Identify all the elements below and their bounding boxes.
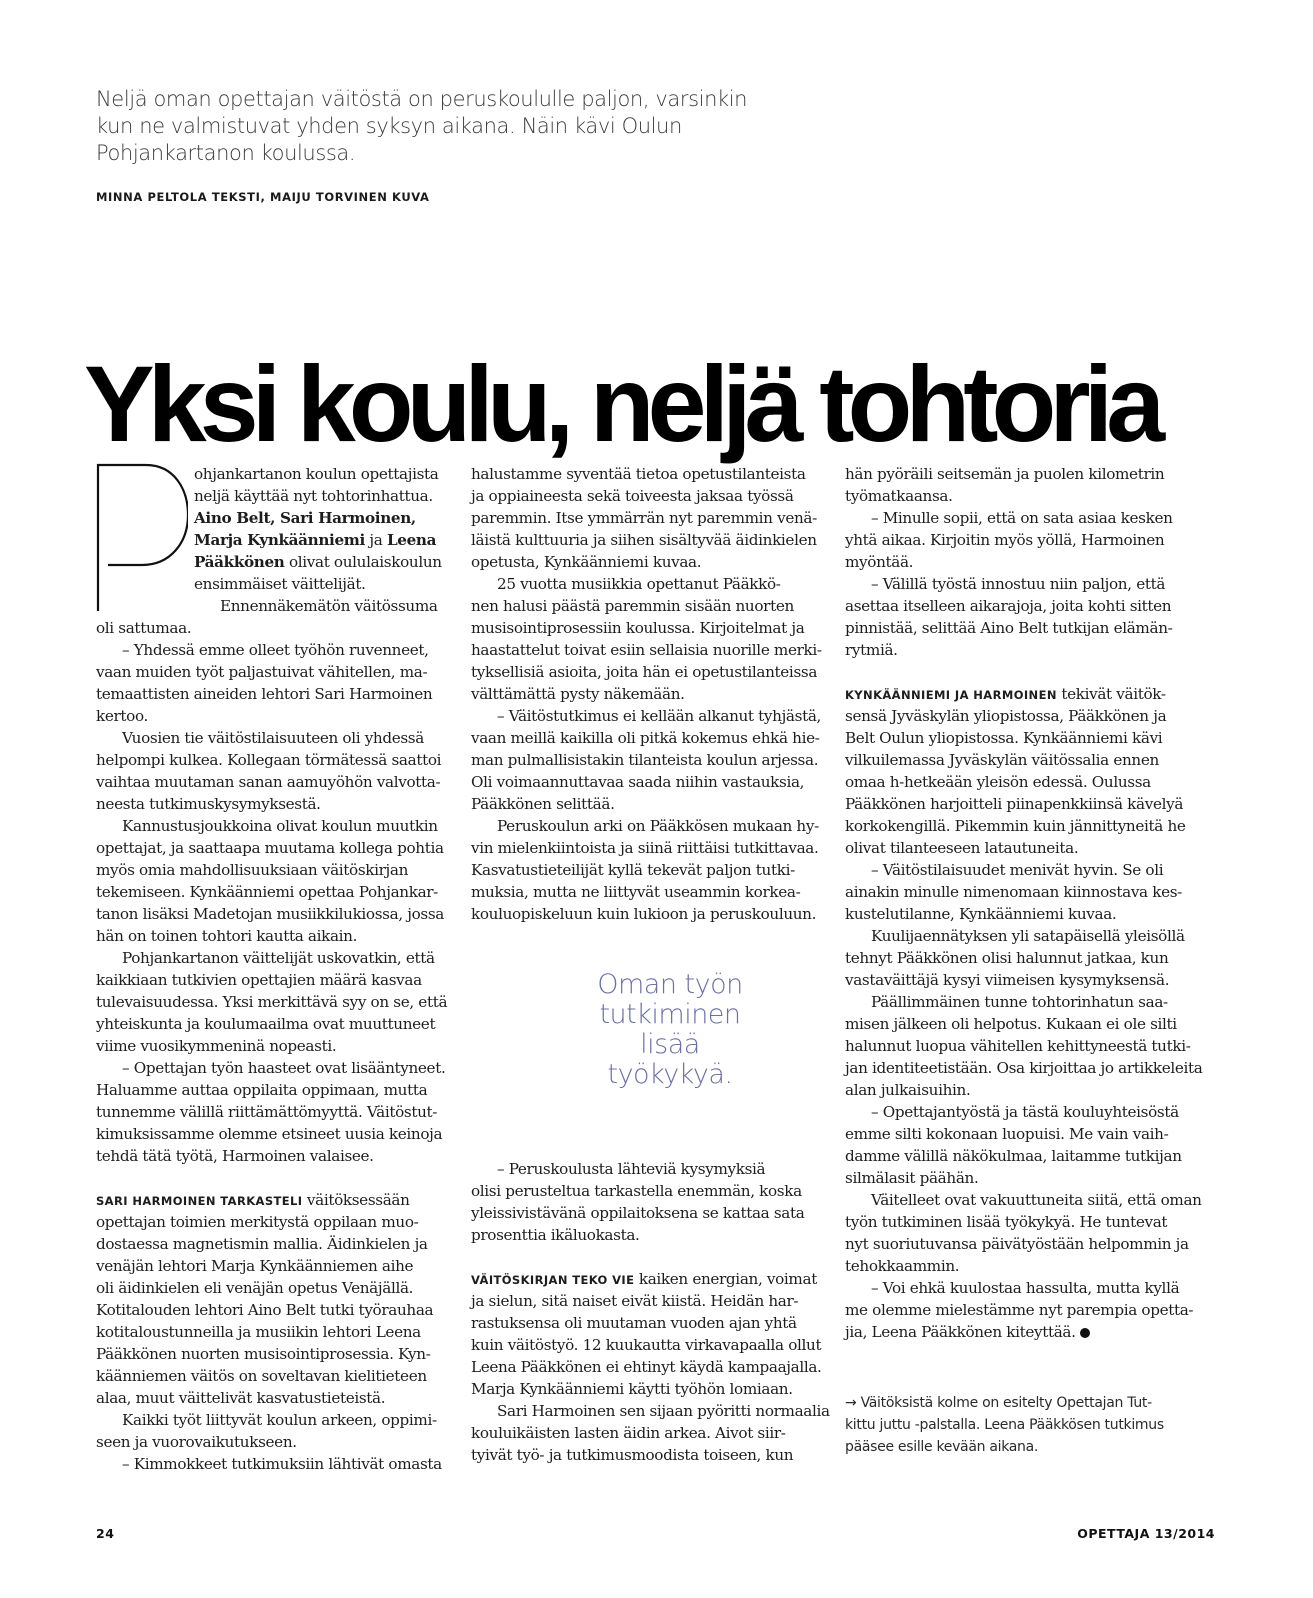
text-span: työn tutkiminen lisää työkykyä. He tuntevat: [845, 1213, 1168, 1231]
text-line: [220, 595, 438, 617]
text-span: damme välillä näkökulmaa, laitamme tutkijan: [845, 1147, 1182, 1165]
text-span: alan julkaisuihin.: [845, 1081, 971, 1099]
text-line: [471, 485, 794, 507]
text-line: [845, 837, 1078, 859]
text-span: paremmin. Itse ymmärrän nyt paremmin venä-: [471, 509, 817, 527]
text-span: silmälasit päähän.: [845, 1169, 979, 1187]
text-span: musisointiprosessiin koulussa. Kirjoitelmat ja: [471, 619, 805, 637]
text-span: väitöksessään: [302, 1191, 410, 1209]
text-span: – Opettajan työn haasteet ovat lisääntyneet.: [122, 1059, 446, 1077]
text-span: halustamme syventää tietoa opetustilanteista: [471, 465, 806, 483]
text-line: [96, 991, 447, 1013]
text-span: Kasvatustieteilijät kyllä tekevät paljon tutki-: [471, 861, 795, 879]
text-line: [96, 1299, 433, 1321]
text-line: [194, 551, 442, 573]
pull-quote-line: tutkiminen: [599, 999, 741, 1030]
text-span: kimuksissamme olemme etsineet uusia keinoja: [96, 1125, 443, 1143]
text-line: [845, 617, 1172, 639]
text-line: [471, 551, 701, 573]
text-line: [96, 903, 444, 925]
text-line: [194, 573, 366, 595]
text-line: [96, 1321, 421, 1343]
lead-line: Neljä oman opettajan väitöstä on peruskoululle paljon, varsinkin: [96, 87, 748, 111]
text-span: – Väitöstilaisuudet menivät hyvin. Se oli: [871, 861, 1164, 879]
text-line: [845, 771, 1151, 793]
text-span: man pulmallisistakin tilanteista koulun arjessa.: [471, 751, 819, 769]
text-span: kaiken energian, voimat: [634, 1270, 817, 1288]
text-span: Aino Belt, Sari Harmoinen,: [194, 509, 416, 527]
text-span: – Välillä työstä innostuu niin paljon, että: [871, 575, 1166, 593]
related-note: [845, 1392, 1215, 1458]
text-span: myöntää.: [845, 553, 914, 571]
text-span: hän on toinen tohtori kautta aikain.: [96, 927, 358, 945]
text-span: – Peruskoulusta lähteviä kysymyksiä: [497, 1160, 766, 1178]
text-line: [471, 859, 795, 881]
text-span: 25 vuotta musiikkia opettanut Pääkkö-: [497, 575, 781, 593]
text-line: [471, 529, 817, 551]
text-line: [845, 969, 1169, 991]
text-span: – Yhdessä emme olleet työhön ruvenneet,: [122, 641, 429, 659]
text-span: – Minulle sopii, että on sata asiaa kesken: [871, 509, 1173, 527]
text-line: [96, 749, 441, 771]
text-span: kouluopiskeluun kuin lukioon ja peruskouluun.: [471, 905, 817, 923]
text-line: [871, 925, 1185, 947]
text-line: [845, 1211, 1167, 1233]
text-line: [122, 639, 429, 661]
text-line: [871, 991, 1168, 1013]
text-line: [845, 551, 913, 573]
text-line: [497, 1400, 830, 1422]
text-line: [471, 1356, 822, 1378]
byline: MINNA PELTOLA TEKSTI, MAIJU TORVINEN KUVA: [96, 190, 430, 204]
lead-line: Pohjankartanon koulussa.: [96, 141, 356, 165]
text-span: misen jälkeen oli helpotus. Kukaan ei ole silti: [845, 1015, 1177, 1033]
text-line: [471, 1444, 793, 1466]
name-bold: Pääkkönen: [194, 553, 285, 571]
text-line: [471, 595, 794, 617]
text-line: [122, 815, 438, 837]
pull-quote-line: lisää: [640, 1029, 700, 1060]
text-line: [471, 1290, 798, 1312]
text-line: [845, 815, 1186, 837]
text-line: [96, 837, 444, 859]
text-span: – Väitöstutkimus ei kellään alkanut tyhjästä,: [497, 707, 822, 725]
text-span: tulevaisuudessa. Yksi merkittävä syy on se, että: [96, 993, 448, 1011]
text-span: Kaikki työt liittyvät koulun arkeen, oppimi-: [122, 1411, 437, 1429]
text-span: vaan muiden työt paljastuivat vähitellen, ma-: [96, 663, 428, 681]
text-line: [96, 1035, 336, 1057]
text-line: [471, 1334, 821, 1356]
text-line: [194, 529, 436, 551]
text-span: Pääkkönen nuorten musisointiprosessia. Kyn-: [96, 1345, 431, 1363]
text-span: Belt Oulun yliopistossa. Kynkäänniemi kävi: [845, 729, 1163, 747]
text-span: me olemme mielestämme nyt parempia opetta-: [845, 1301, 1194, 1319]
text-span: myös omia mahdollisuuksiaan väitöskirjan: [96, 861, 409, 879]
text-line: [96, 969, 422, 991]
text-line: [122, 1057, 445, 1079]
text-span: Ennennäkemätön väitössuma: [220, 597, 438, 615]
text-span: Leena Pääkkönen ei ehtinyt käydä kampaajalla.: [471, 1358, 822, 1376]
text-line: [871, 507, 1173, 529]
text-span: ainakin minulle nimenomaan kiinnostava kes-: [845, 883, 1182, 901]
text-span: prosenttia ikäluokasta.: [471, 1226, 640, 1244]
text-span: tekivät väitök-: [1056, 685, 1166, 703]
note-line: pääsee esille kevään aikana.: [845, 1439, 1039, 1455]
text-line: [845, 683, 1166, 705]
text-span: Päällimmäinen tunne tohtorinhatun saa-: [871, 993, 1168, 1011]
text-line: [96, 1387, 385, 1409]
text-line: [845, 903, 1116, 925]
text-span: jia, Leena Pääkkönen kiteyttää.: [845, 1323, 1076, 1341]
text-line: [471, 1378, 793, 1400]
text-span: kaikkiaan tutkivien opettajien määrä kasvaa: [96, 971, 422, 989]
pull-quote-line: Oman työn: [597, 969, 743, 1000]
text-span: halunnut luopua vähitellen kehittyneestä tutki-: [845, 1037, 1191, 1055]
text-line: [471, 507, 817, 529]
text-span: Pääkkönen selittää.: [471, 795, 615, 813]
text-span: – Opettajantyöstä ja tästä kouluyhteisöstä: [871, 1103, 1179, 1121]
text-span: emme silti kokonaan luopuisi. Me vain vaih-: [845, 1125, 1169, 1143]
text-line: [96, 1211, 418, 1233]
pull-quote-line: työkykyä.: [607, 1059, 733, 1090]
text-line: [471, 639, 822, 661]
text-span: Kotitalouden lehtori Aino Belt tutki työrauhaa: [96, 1301, 434, 1319]
text-span: Peruskoulun arki on Pääkkösen mukaan hy-: [497, 817, 819, 835]
text-span: yleissivistävänä oppilaitoksena se kattaa sata: [471, 1204, 805, 1222]
text-span: Marja Kynkäänniemi käytti työhön lomiaan.: [471, 1380, 793, 1398]
text-span: neesta tutkimuskysymyksestä.: [96, 795, 321, 813]
text-span: tanon lisäksi Madetojan musiikkilukiossa, jossa: [96, 905, 445, 923]
text-line: [845, 1321, 1090, 1343]
text-line: [845, 793, 1183, 815]
text-span: vaan meillä kaikilla oli pitkä kokemus ehkä hie-: [471, 729, 820, 747]
text-span: vaihtaa muutaman sanan aamuyöhön valvotta-: [96, 773, 441, 791]
text-line: [845, 1013, 1177, 1035]
section-lead-caps: SARI HARMOINEN TARKASTELI: [96, 1194, 303, 1208]
text-span: seen ja vuorovaikutukseen.: [96, 1433, 297, 1451]
text-line: [471, 749, 818, 771]
text-line: [845, 1145, 1182, 1167]
text-line: [96, 1431, 297, 1453]
text-line: [96, 705, 148, 727]
text-span: helpompi kulkea. Kollegaan törmätessä saattoi: [96, 751, 442, 769]
text-span: tehdä tätä työtä, Harmoinen valaisee.: [96, 1147, 374, 1165]
text-span: ja oppiaineesta sekä toiveesta jaksaa työssä: [471, 487, 794, 505]
text-line: [96, 771, 440, 793]
text-line: [871, 1101, 1179, 1123]
lead-paragraph: [96, 86, 776, 167]
text-line: [471, 771, 804, 793]
text-span: kustelutilanne, Kynkäänniemi kuvaa.: [845, 905, 1117, 923]
text-line: [845, 1233, 1189, 1255]
lead-line: kun ne valmistuvat yhden syksyn aikana. Näin kävi Oulun: [96, 114, 682, 138]
text-line: [845, 1079, 970, 1101]
name-bold: Leena: [386, 531, 437, 549]
text-span: pinnistää, selittää Aino Belt tutkijan elämän-: [845, 619, 1173, 637]
text-line: [845, 1255, 959, 1277]
name-bold: Marja Kynkäänniemi: [194, 531, 365, 549]
text-line: [96, 1145, 374, 1167]
text-line: [471, 881, 800, 903]
text-span: opettajat, ja saattaapa muutama kollega pohtia: [96, 839, 444, 857]
text-span: tyivät työ- ja tutkimusmoodista toiseen, kun: [471, 1446, 794, 1464]
text-line: [845, 705, 1166, 727]
text-span: sensä Jyväskylän yliopistossa, Pääkkönen ja: [845, 707, 1167, 725]
text-line: [845, 485, 953, 507]
text-line: [96, 1079, 427, 1101]
note-line: kittu juttu -palstalla. Leena Pääkkösen tutkimus: [845, 1417, 1164, 1433]
text-line: [96, 793, 321, 815]
text-line: [845, 881, 1182, 903]
text-line: [471, 617, 804, 639]
text-line: [96, 1101, 437, 1123]
text-line: [845, 727, 1162, 749]
text-span: vastaväittäjä kysyi viimeisen kysymyksensä.: [845, 971, 1170, 989]
pull-quote: [550, 970, 790, 1090]
text-span: tehnyt Pääkkönen olisi halunnut jatkaa, kun: [845, 949, 1169, 967]
text-line: [845, 1299, 1193, 1321]
text-line: [845, 1057, 1202, 1079]
text-line: [471, 463, 806, 485]
text-span: tehokkaammin.: [845, 1257, 960, 1275]
text-line: [96, 1365, 427, 1387]
text-line: [845, 463, 1164, 485]
end-mark-icon: [1080, 1328, 1090, 1338]
text-span: alaa, muut väittelivät kasvatustieteistä.: [96, 1389, 386, 1407]
text-line: [471, 1312, 797, 1334]
text-span: – Voi ehkä kuulostaa hassulta, mutta kyllä: [871, 1279, 1180, 1297]
text-line: [471, 903, 816, 925]
text-line: [122, 947, 435, 969]
text-span: venäjän lehtori Marja Kynkäänniemen aihe: [96, 1257, 414, 1275]
headline: Yksi koulu, neljä tohtoria: [84, 343, 1159, 465]
dropcap-p: [96, 463, 188, 611]
text-line: [96, 1189, 410, 1211]
text-span: opettajan toimien merkitystä oppilaan muo-: [96, 1213, 419, 1231]
text-line: [96, 661, 427, 683]
text-line: [96, 617, 191, 639]
text-line: [96, 1233, 428, 1255]
text-line: [845, 529, 1164, 551]
text-line: [96, 881, 438, 903]
text-line: [497, 815, 819, 837]
text-span: Vuosien tie väitöstilaisuuteen oli yhdessä: [122, 729, 424, 747]
text-line: [497, 705, 821, 727]
text-line: [471, 1224, 640, 1246]
text-span: kotitaloustunneilla ja musiikin lehtori Leena: [96, 1323, 421, 1341]
text-span: Sari Harmoinen sen sijaan pyöritti normaalia: [497, 1402, 830, 1420]
text-span: viime vuosikymmeninä nopeasti.: [96, 1037, 337, 1055]
text-span: haastattelut toivat esiin sellaisia nuorille merki-: [471, 641, 822, 659]
text-span: ensimmäiset väittelijät.: [194, 575, 366, 593]
text-line: [96, 683, 432, 705]
text-span: ohjankartanon koulun opettajista: [194, 465, 439, 483]
text-line: [471, 727, 820, 749]
text-span: vin mielenkiintoista ja siinä riittäisi tutkittavaa.: [471, 839, 819, 857]
text-span: – Kimmokkeet tutkimuksiin lähtivät omasta: [122, 1455, 442, 1473]
section-lead-caps: VÄITÖSKIRJAN TEKO VIE: [471, 1273, 635, 1287]
text-line: [471, 1422, 786, 1444]
text-span: Väitelleet ovat vakuuttuneita siitä, että oman: [871, 1191, 1202, 1209]
text-span: kouluikäisten lasten äidin arkea. Aivot siir-: [471, 1424, 786, 1442]
text-line: [122, 727, 424, 749]
text-span: olivat oululaiskoulun: [284, 553, 442, 571]
text-span: Pääkkönen harjoitteli piinapenkkiinsä kävelyä: [845, 795, 1184, 813]
text-line: [194, 507, 416, 529]
text-span: Haluamme auttaa oppilaita oppimaan, mutta: [96, 1081, 428, 1099]
text-line: [845, 595, 1171, 617]
text-line: [122, 1409, 437, 1431]
text-line: [845, 1035, 1190, 1057]
text-span: Oli voimaannuttavaa saada niihin vastauksia,: [471, 773, 805, 791]
text-line: [471, 1202, 804, 1224]
text-span: välttämättä pysty näkemään.: [471, 685, 685, 703]
text-span: tekemiseen. Kynkäänniemi opettaa Pohjankar-: [96, 883, 438, 901]
text-span: dostaessa magnetismin mallia. Äidinkielen ja: [96, 1235, 428, 1253]
text-line: [871, 1189, 1202, 1211]
text-line: [845, 1167, 978, 1189]
text-span: asettaa itselleen aikarajoja, joita kohti sitten: [845, 597, 1172, 615]
text-span: tyksellisiä asioita, joita hän ei opetustilanteissa: [471, 663, 818, 681]
text-line: [96, 859, 408, 881]
text-span: nyt suoriutuvansa päivätyöstään helpommin ja: [845, 1235, 1189, 1253]
text-line: [497, 1158, 765, 1180]
text-span: temaattisten aineiden lehtori Sari Harmoinen: [96, 685, 433, 703]
text-line: [96, 1123, 442, 1145]
text-line: [871, 573, 1165, 595]
text-line: [471, 793, 615, 815]
text-span: opetusta, Kynkäänniemi kuvaa.: [471, 553, 702, 571]
publication-issue: OPETTAJA 13/2014: [1077, 1526, 1215, 1541]
text-span: Kannustusjoukkoina olivat koulun muutkin: [122, 817, 438, 835]
text-span: kertoo.: [96, 707, 148, 725]
text-line: [96, 1013, 435, 1035]
page-number: 24: [96, 1526, 115, 1541]
text-span: muksia, mutta ne liittyvät useammin korkea-: [471, 883, 801, 901]
text-span: käänniemen väitös on soveltavan kielitieteen: [96, 1367, 427, 1385]
text-line: [471, 1268, 817, 1290]
text-span: Pohjankartanon väittelijät uskovatkin, että: [122, 949, 435, 967]
text-span: olivat tilanteeseen latautuneita.: [845, 839, 1079, 857]
text-line: [845, 947, 1168, 969]
text-line: [96, 925, 357, 947]
text-line: [871, 859, 1163, 881]
text-span: läistä kulttuuria ja siihen sisältyvää äidinkielen: [471, 531, 817, 549]
text-line: [194, 485, 433, 507]
text-span: oli sattumaa.: [96, 619, 192, 637]
text-span: omaa h-hetkeään yleisön edessä. Oulussa: [845, 773, 1151, 791]
text-span: olisi perusteltua tarkastella enemmän, koska: [471, 1182, 802, 1200]
text-line: [471, 683, 685, 705]
text-line: [871, 1277, 1179, 1299]
text-line: [471, 661, 817, 683]
text-line: [96, 1277, 413, 1299]
section-lead-caps: KYNKÄÄNNIEMI JA HARMOINEN: [845, 688, 1057, 702]
text-span: hän pyöräili seitsemän ja puolen kilometrin: [845, 465, 1165, 483]
text-span: neljä käyttää nyt tohtorinhattua.: [194, 487, 433, 505]
text-line: [96, 1343, 431, 1365]
text-span: työmatkaansa.: [845, 487, 953, 505]
text-span: tunnemme välillä riittämättömyyttä. Väitöstut-: [96, 1103, 438, 1121]
text-span: jan identiteetistään. Osa kirjoittaa jo artikkeleita: [845, 1059, 1203, 1077]
text-line: [471, 1180, 802, 1202]
text-line: [845, 1123, 1168, 1145]
text-line: [122, 1453, 442, 1475]
text-span: nen halusi päästä paremmin sisään nuorten: [471, 597, 794, 615]
text-line: [845, 749, 1159, 771]
text-span: vilkuilemassa Jyväskylän väitössalia ennen: [845, 751, 1159, 769]
text-span: ja sielun, sitä naiset eivät kiistä. Heidän har-: [471, 1292, 799, 1310]
text-span: kuin väitöstyö. 12 kuukautta virkavapaalla ollut: [471, 1336, 822, 1354]
text-line: [471, 837, 818, 859]
text-span: ja: [364, 531, 387, 549]
text-span: rytmiä.: [845, 641, 898, 659]
text-line: [845, 639, 898, 661]
note-line: → Väitöksistä kolme on esitelty Opettajan Tut-: [845, 1395, 1152, 1411]
text-span: rastuksensa oli muutaman vuoden ajan yhtä: [471, 1314, 797, 1332]
text-line: [194, 463, 439, 485]
text-line: [96, 1255, 413, 1277]
text-span: oli äidinkielen eli venäjän opetus Venäjällä.: [96, 1279, 414, 1297]
text-span: Kuulijaennätyksen yli satapäisellä yleisöllä: [871, 927, 1185, 945]
text-span: yhtä aikaa. Kirjoitin myös yöllä, Harmoinen: [845, 531, 1165, 549]
text-span: korkokengillä. Pikemmin kuin jännittyneitä he: [845, 817, 1186, 835]
text-line: [497, 573, 781, 595]
text-span: yhteiskunta ja koulumaailma ovat muuttuneet: [96, 1015, 436, 1033]
